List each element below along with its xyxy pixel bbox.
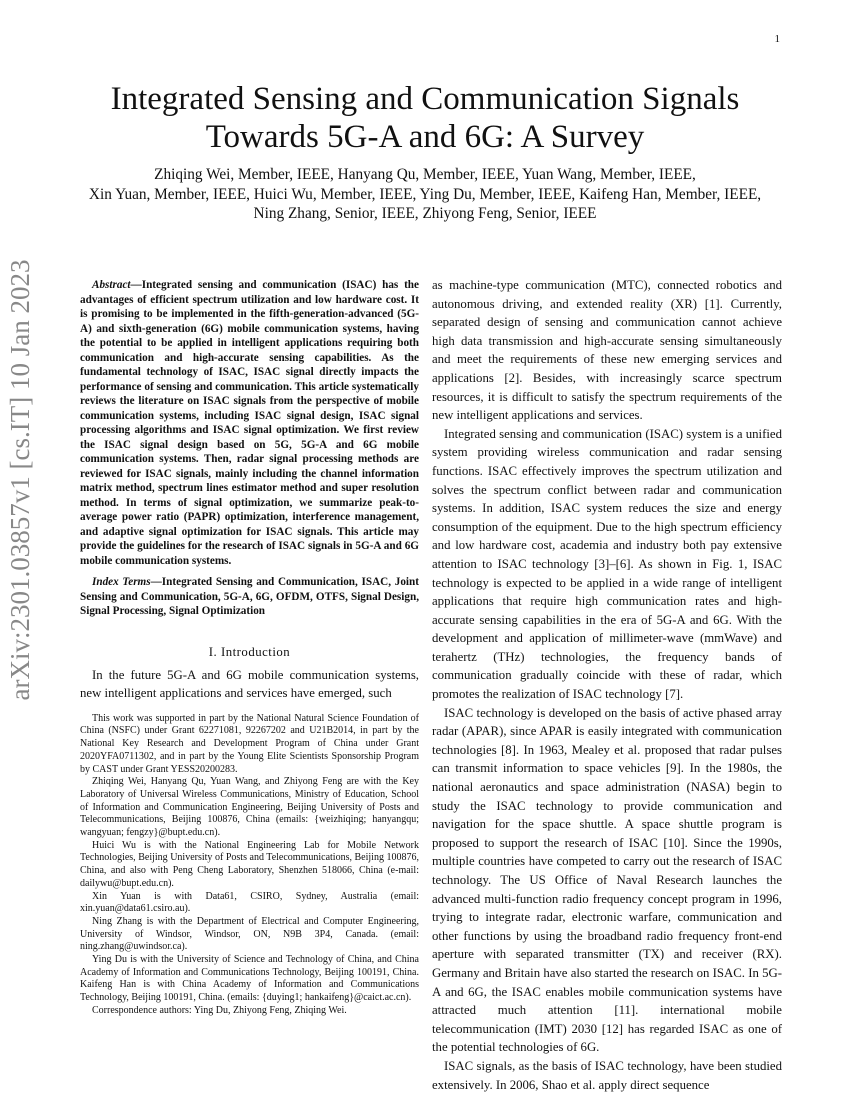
index-terms-label: Index Terms (92, 576, 151, 588)
page-number: 1 (774, 33, 780, 45)
footnotes (80, 713, 419, 1018)
paper-title: Integrated Sensing and Communication Signals Towards 5G-A and 6G: A Survey (110, 81, 740, 155)
author-list (60, 165, 790, 224)
arxiv-watermark: arXiv:2301.03857v1 [cs.IT] 10 Jan 2023 (5, 259, 35, 701)
footnote: Huici Wu is with the National Engineering Lab for Mobile Network Technologies, Beijing University of Posts and Telecommunications, Beijing 100876, China, and also with Peng Cheng Laboratory, Shenzhen 518066, China (e-mail: dailywu@bupt.edu.cn). (80, 839, 419, 889)
left-column (80, 278, 419, 1018)
author-line: Xin Yuan, Member, IEEE, Huici Wu, Member, IEEE, Ying Du, Member, IEEE, Kaifeng Han, Member, IEEE, (88, 185, 762, 203)
section-heading: I. Introduction (208, 644, 291, 659)
intro-paragraph: In the future 5G-A and 6G mobile communication systems, new intelligent applications and services have emerged, such (80, 667, 419, 701)
index-terms (80, 575, 419, 619)
right-column (432, 276, 782, 1094)
index-terms-text: —Integrated Sensing and Communication, ISAC, Joint Sensing and Communication, 5G-A, 6G, OFDM, OTFS, Signal Design, Signal Processing, Signal Optimization (80, 576, 419, 617)
footnote: Ying Du is with the University of Science and Technology of China, and China Academy of Information and Communications Technology, Beijing 100191, China. Kaifeng Han is with China Academy of Information and Communications Technology, Beijing 100191, China. (emails: {duying1; hankaifeng}@caict.ac.cn). (80, 954, 419, 1004)
body-paragraph: as machine-type communication (MTC), connected robotics and autonomous driving, and extended reality (XR) [1]. Currently, separated design of sensing and communication cannot achieve high data transmission and high-accurate sensing simultaneously and meet the requirements of these new emerging services and applications [2]. Besides, with increasingly scarce spectrum resources, it is difficult to satisfy the spectrum requirements of the new intelligent applications and services. (432, 278, 782, 423)
author-line: Ning Zhang, Senior, IEEE, Zhiyong Feng, Senior, IEEE (253, 205, 597, 222)
abstract-text: —Integrated sensing and communication (ISAC) has the advantages of efficient spectrum utilization and low hardware cost. It is promising to be implemented in the fifth-generation-advanced (5G-A) and sixth-generation (6G) mobile communication systems, having the potential to be applied in intelligent applications requiring both communication and high-accurate sensing capabilities. As the fundamental technology of ISAC, ISAC signal directly impacts the performance of sensing and communication. This article systematically reviews the literature on ISAC signals from the perspective of mobile communication systems, including ISAC signal design, ISAC signal processing algorithms and ISAC signal optimization. We first review the ISAC signal design based on 5G, 5G-A and 6G mobile communication systems. Then, radar signal processing methods are reviewed for ISAC signals, mainly including the channel information matrix method, spectrum lines estimator method and super resolution method. In terms of signal optimization, we summarize peak-to-average power ratio (PAPR) optimization, interference management, and adaptive signal optimization for ISAC signals. This article may provide the guidelines for the research of ISAC signals in 5G-A and 6G mobile communication systems. (80, 279, 419, 567)
footnote: Ning Zhang is with the Department of Electrical and Computer Engineering, University of Windsor, Windsor, ON, N9B 3P4, Canada. (email: ning.zhang@uwindsor.ca). (80, 915, 419, 953)
footnote: Zhiqing Wei, Hanyang Qu, Yuan Wang, and Zhiyong Feng are with the Key Laboratory of Universal Wireless Communications, Ministry of Education, School of Information and Communication Engineering, Beijing University of Posts and Telecommunications, Beijing 100876, China (emails: {weizhiqing; hanyangqu; wangyuan; fengzy}@bupt.edu.cn). (80, 776, 419, 839)
abstract (80, 278, 419, 568)
body-paragraph: ISAC technology is developed on the basis of active phased array radar (APAR), since APAR is easily integrated with communication technologies [8]. In 1963, Mealey et al. proposed that radar pulses can transmit information to space vehicles [9]. In the 1980s, the national aeronautics and space administration (NASA) begin to study the ISAC technology to provide communication and navigation for the space shuttle. A space shuttle program is proposed to support the research of ISAC [10]. Since the 1990s, multiple countries have competed to carry out the research of ISAC technology. The US Office of Naval Research launches the advanced multi-function radio frequency concept program in 1996, trying to integrate radar, electronic warfare, communication and other functions by using the broadband radio frequency front-end aperture with separated transmitter (TX) and receiver (RX). Germany and Britain have also started the research on ISAC. In 5G-A and 6G, the ISAC enables mobile communication systems have attracted much attention [11]. international mobile telecommunication (IMT) 2030 [12] has regarded ISAC as one of the potential technologies of 6G. (432, 705, 782, 1055)
abstract-label: Abstract (92, 279, 131, 291)
body-paragraph: Integrated sensing and communication (ISAC) system is a unified system providing wireless communication and radar sensing functions. ISAC effectively improves the spectrum utilization and solves the spectrum conflict between radar and communication systems. In addition, ISAC system reduces the size and energy consumption of the equipment. Due to the high spectrum efficiency and low hardware cost, academia and industry both pay extensive attention to ISAC technology [3]–[6]. As shown in Fig. 1, ISAC technology is expected to be applied in a wide range of intelligent applications that require high communication rates and high-accurate sensing capabilities in the era of 5G-A and 6G. With the development and application of millimeter-wave (mmWave) and terahertz (THz) technologies, the frequency bands of communication gradually coincide with these of radar, which promotes the realization of ISAC technology [7]. (432, 426, 782, 702)
footnote: This work was supported in part by the National Natural Science Foundation of China (NSFC) under Grant 62271081, 92267202 and U21B2014, in part by the National Key Research and Development Program of China under Grant 2020YFA0711302, and in part by the Young Elite Scientists Sponsorship Program by CAST under Grant YESS20200283. (80, 712, 419, 775)
footnote: Correspondence authors: Ying Du, Zhiyong Feng, Zhiqing Wei. (92, 1004, 347, 1016)
body-paragraph: ISAC signals, as the basis of ISAC technology, have been studied extensively. In 2006, Shao et al. apply direct sequence (432, 1058, 782, 1092)
author-line: Zhiqing Wei, Member, IEEE, Hanyang Qu, Member, IEEE, Yuan Wang, Member, IEEE, (154, 166, 696, 183)
footnote: Xin Yuan is with Data61, CSIRO, Sydney, Australia (email: xin.yuan@data61.csiro.au). (80, 890, 419, 915)
